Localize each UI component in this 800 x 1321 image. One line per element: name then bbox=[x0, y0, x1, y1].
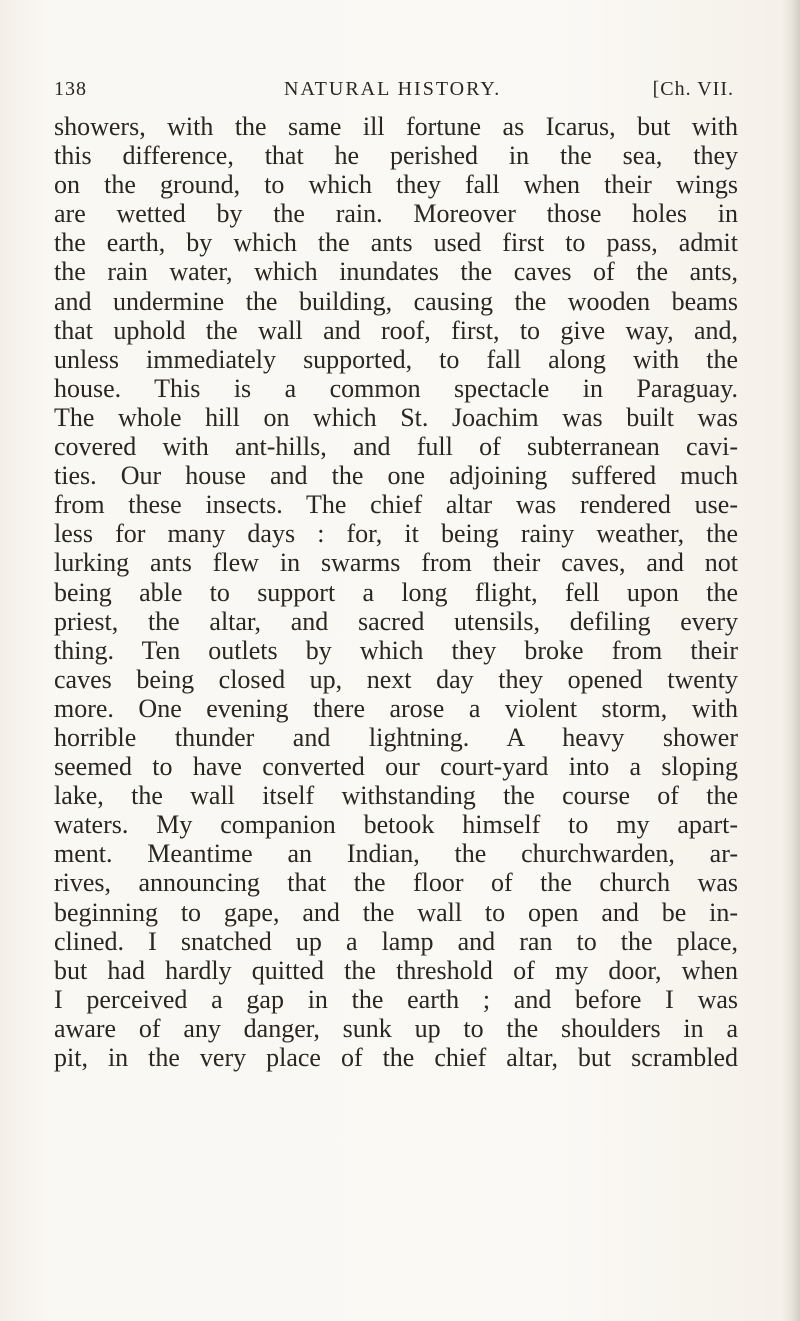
text-line: lurking ants flew in swarms from their caves, and not bbox=[54, 548, 738, 578]
text-line: more. One evening there arose a violent storm, with bbox=[54, 693, 738, 723]
text-line: the earth, by which the ants used first to pass, admit bbox=[54, 228, 738, 258]
running-head bbox=[54, 78, 734, 106]
text-line: showers, with the same ill fortune as Icarus, but with bbox=[54, 112, 738, 141]
text-line: house. This is a common spectacle in Paraguay. bbox=[54, 373, 738, 403]
text-line: seemed to have converted our court-yard into a sloping bbox=[54, 752, 738, 782]
text-line: less for many days : for, it being rainy weather, the bbox=[54, 519, 738, 549]
page-number: 138 bbox=[54, 78, 87, 100]
text-line: on the ground, to which they fall when their wings bbox=[54, 170, 738, 200]
text-line: being able to support a long flight, fell upon the bbox=[54, 577, 738, 607]
text-line: pit, in the very place of the chief altar, but scrambled bbox=[54, 1043, 738, 1072]
text-line: this difference, that he perished in the sea, they bbox=[54, 141, 738, 171]
text-line: ties. Our house and the one adjoining suffered much bbox=[54, 461, 738, 491]
page-edge-shadow bbox=[782, 0, 800, 1321]
text-line: covered with ant-hills, and full of subterranean cavi- bbox=[54, 432, 738, 462]
text-line: caves being closed up, next day they opened twenty bbox=[54, 664, 738, 694]
text-line: and undermine the building, causing the wooden beams bbox=[54, 286, 738, 316]
text-line: clined. I snatched up a lamp and ran to the place, bbox=[54, 926, 738, 956]
text-line: rives, announcing that the floor of the church was bbox=[54, 868, 738, 898]
text-line: the rain water, which inundates the caves of the ants, bbox=[54, 257, 738, 287]
text-line: thing. Ten outlets by which they broke from their bbox=[54, 635, 738, 665]
text-line: but had hardly quitted the threshold of my door, when bbox=[54, 955, 738, 985]
text-line: waters. My companion betook himself to my apart- bbox=[54, 810, 738, 840]
chapter-reference: [Ch. VII. bbox=[652, 78, 734, 100]
text-line: lake, the wall itself withstanding the course of the bbox=[54, 781, 738, 811]
text-line: priest, the altar, and sacred utensils, defiling every bbox=[54, 606, 738, 636]
running-title: NATURAL HISTORY. bbox=[284, 78, 502, 100]
text-line: I perceived a gap in the earth ; and before I was bbox=[54, 984, 738, 1014]
text-line: unless immediately supported, to fall along with the bbox=[54, 344, 738, 374]
text-line: aware of any danger, sunk up to the shoulders in a bbox=[54, 1013, 738, 1043]
text-line: are wetted by the rain. Moreover those holes in bbox=[54, 199, 738, 229]
text-line: horrible thunder and lightning. A heavy shower bbox=[54, 722, 738, 752]
text-line: from these insects. The chief altar was rendered use- bbox=[54, 490, 738, 520]
text-line: beginning to gape, and the wall to open and be in- bbox=[54, 897, 738, 927]
text-line: ment. Meantime an Indian, the churchwarden, ar- bbox=[54, 839, 738, 869]
text-line: The whole hill on which St. Joachim was built was bbox=[54, 402, 738, 432]
text-line: that uphold the wall and roof, first, to give way, and, bbox=[54, 315, 738, 345]
body-text bbox=[54, 112, 738, 1072]
